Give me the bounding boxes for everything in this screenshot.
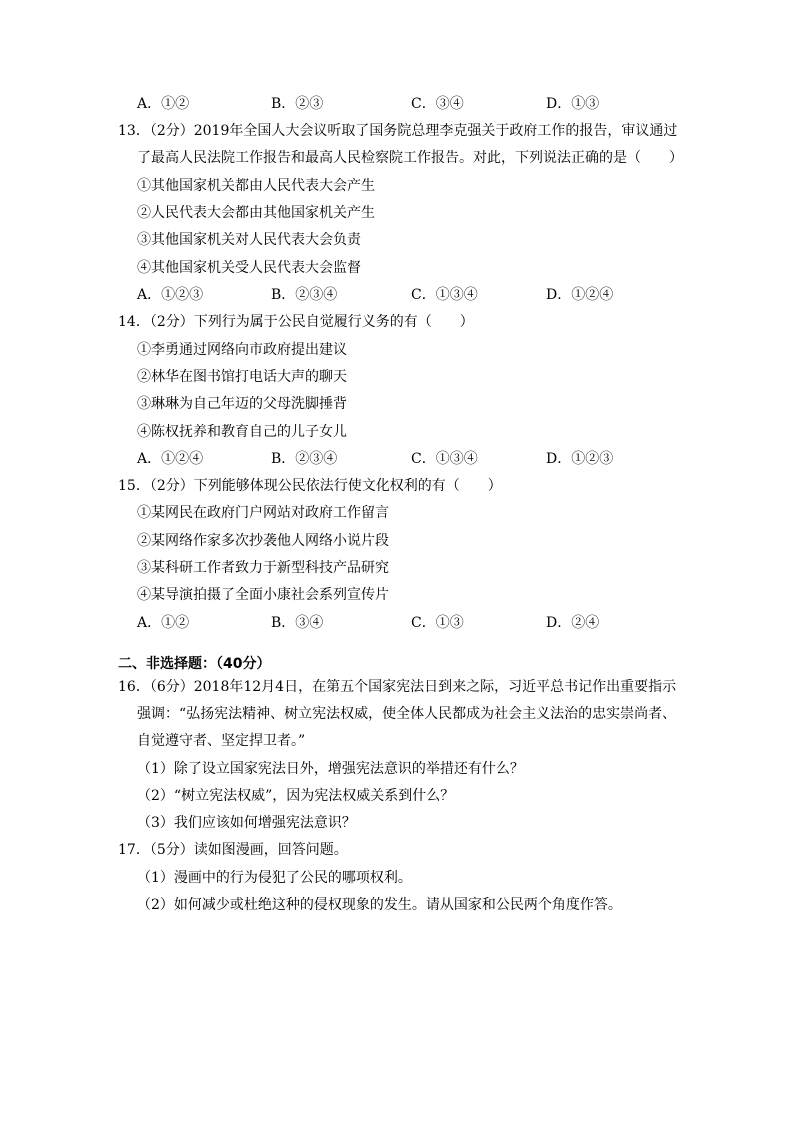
q17-sub-1: （1）漫画中的行为侵犯了公民的哪项权利。 — [137, 870, 412, 886]
q12-option-c: C．③④ — [411, 96, 464, 112]
q14-options — [137, 449, 657, 469]
q14-option-d: D．①②③ — [546, 451, 614, 467]
q13-item-2: ②人民代表大会都由其他国家机关产生 — [137, 205, 375, 221]
q12-option-d: D．①③ — [546, 96, 600, 112]
q16-stem-line2: 强调：“弘扬宪法精神、树立宪法权威，使全体人民都成为社会主义法治的忠实崇尚者、 — [137, 706, 677, 722]
q16-sub-1: （1）除了设立国家宪法日外，增强宪法意识的举措还有什么？ — [137, 761, 524, 777]
q16-sub-2: （2）“树立宪法权威”，因为宪法权威关系到什么？ — [137, 788, 455, 804]
q17-sub-2: （2）如何减少或杜绝这种的侵权现象的发生。请从国家和公民两个角度作答。 — [137, 897, 622, 913]
section-title: 二、非选择题：（40分） — [118, 656, 271, 672]
q15-option-a: A．①② — [137, 615, 190, 631]
q15-stem: 15．（2分）下列能够体现公民依法行使文化权利的有（ ） — [118, 478, 502, 494]
q15-option-c: C．①③ — [411, 615, 464, 631]
q13-option-c: C．①③④ — [411, 287, 478, 303]
q13-stem-line2: 了最高人民法院工作报告和最高人民检察院工作报告。对此，下列说法正确的是（ ） — [137, 150, 683, 166]
q12-option-a: A．①② — [137, 96, 190, 112]
q13-option-a: A．①②③ — [137, 287, 204, 303]
q15-item-1: ①某网民在政府门户网站对政府工作留言 — [137, 505, 389, 521]
q15-item-4: ④某导演拍摄了全面小康社会系列宣传片 — [137, 587, 389, 603]
q16-stem-line3: 自觉遵守者、坚定捍卫者。” — [137, 733, 306, 749]
q13-item-3: ③其他国家机关对人民代表大会负责 — [137, 232, 361, 248]
q13-option-b: B．②③④ — [271, 287, 338, 303]
q17-stem: 17．（5分）读如图漫画，回答问题。 — [118, 842, 348, 858]
q15-option-b: B．③④ — [271, 615, 324, 631]
q13-item-1: ①其他国家机关都由人民代表大会产生 — [137, 178, 375, 194]
q14-item-2: ②林华在图书馆打电话大声的聊天 — [137, 369, 347, 385]
q14-item-1: ①李勇通过网络向市政府提出建议 — [137, 342, 347, 358]
q14-option-a: A．①②④ — [137, 451, 204, 467]
q13-option-d: D．①②④ — [546, 287, 614, 303]
q14-item-3: ③琳琳为自己年迈的父母洗脚捶背 — [137, 396, 347, 412]
q16-stem-line1: 16．（6分）2018年12月4日，在第五个国家宪法日到来之际，习近平总书记作出重要指示 — [118, 679, 677, 695]
q16-sub-3: （3）我们应该如何增强宪法意识？ — [137, 815, 356, 831]
q13-item-4: ④其他国家机关受人民代表大会监督 — [137, 260, 361, 276]
q14-item-4: ④陈权抚养和教育自己的儿子女儿 — [137, 424, 347, 440]
q14-option-c: C．①③④ — [411, 451, 478, 467]
q15-options — [137, 613, 657, 633]
q15-item-2: ②某网络作家多次抄袭他人网络小说片段 — [137, 533, 389, 549]
q13-stem-line1: 13．（2分）2019年全国人大会议听取了国务院总理李克强关于政府工作的报告，审议通过 — [118, 123, 678, 139]
q12-option-b: B．②③ — [271, 96, 324, 112]
q15-option-d: D．②④ — [546, 615, 600, 631]
q14-option-b: B．②③④ — [271, 451, 338, 467]
q15-item-3: ③某科研工作者致力于新型科技产品研究 — [137, 560, 389, 576]
q13-options — [137, 285, 657, 305]
q14-stem: 14．（2分）下列行为属于公民自觉履行义务的有（ ） — [118, 314, 474, 330]
q12-options — [137, 94, 657, 114]
